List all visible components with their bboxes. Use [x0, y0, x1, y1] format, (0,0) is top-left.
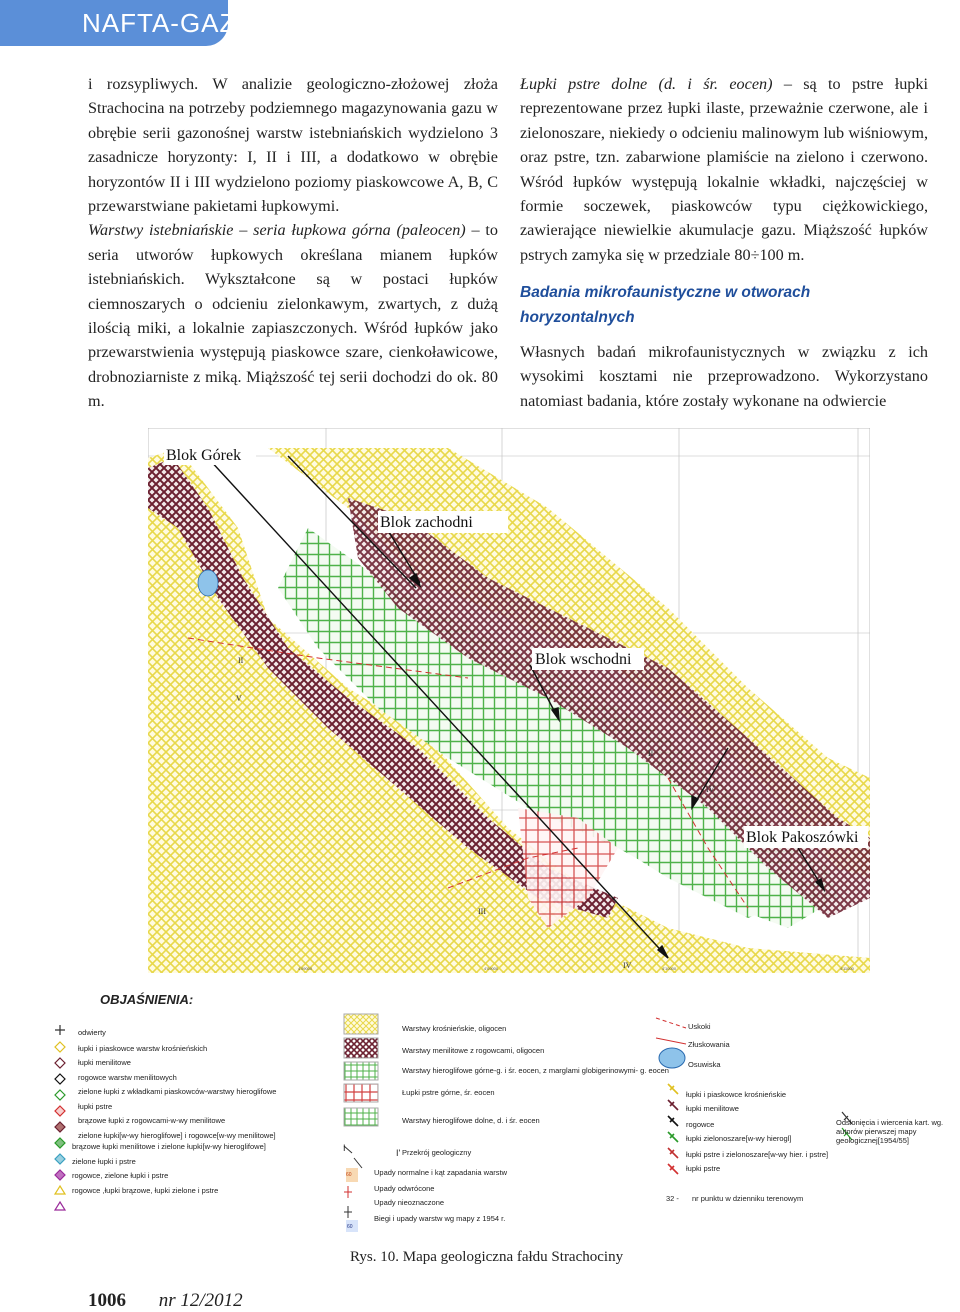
- section-heading: Badania mikrofaunistyczne w otworach horyzontalnych: [520, 284, 811, 326]
- legend-item: Warstwy hieroglifowe dolne, d. i śr. eocen: [402, 1116, 540, 1125]
- legend-item: Złuskowania: [688, 1040, 730, 1049]
- legend-item: rogowce, zielone łupki i pstre: [72, 1171, 169, 1180]
- legend-item: łupki pstre i zielonoszare[w-wy hier. i pstre]: [686, 1150, 829, 1159]
- right-column: [520, 72, 928, 413]
- issue-number: nr 12/2012: [158, 1290, 243, 1311]
- legend-item: rogowce: [686, 1120, 715, 1129]
- italic-term: Łupki pstre dolne (d. i śr. eocen): [520, 75, 773, 93]
- left-column: [88, 72, 498, 414]
- grid-coordinate: 4'09000: [484, 966, 499, 971]
- section-label: IV: [623, 961, 632, 970]
- legend-item: Upady odwrócone: [374, 1184, 435, 1193]
- map-svg: [148, 428, 870, 973]
- legend-item: Upady nieoznaczone: [374, 1198, 445, 1207]
- section-label: II: [648, 749, 654, 758]
- grid-coordinate: 4'09000: [298, 966, 313, 971]
- legend-item: Warstwy hieroglifowe górne-g. i śr. eocen, z marglami globigerinowymi- g. eocen: [402, 1066, 669, 1075]
- section-label: III: [478, 907, 486, 916]
- paragraph: Własnych badań mikrofaunistycznych w związku z ich wysokimi kosztami nie przeprowadzono. Wykorzystano natomiast badania, które zostały wykonane na odwiercie: [520, 343, 928, 410]
- legend-col1-symbols: [50, 1022, 80, 1234]
- section-label: V: [236, 694, 242, 703]
- legend-item: łupki menilitowe: [686, 1104, 739, 1113]
- legend-item: Biegi i upady warstw wg mapy z 1954 r.: [374, 1214, 506, 1223]
- legend-item: zielone łupki z wkładkami piaskowców-warstwy hieroglifowe: [78, 1087, 277, 1096]
- legend-item: łupki pstre: [686, 1164, 721, 1173]
- legend-item: łupki zielonoszare[w-wy hierogl]: [686, 1134, 792, 1143]
- legend-item: brązowe łupki menilitowe i zielone łupki[w-wy hieroglifowe]: [72, 1142, 266, 1151]
- legend-item: łupki pstre: [78, 1102, 113, 1111]
- legend-item: łupki menilitowe: [78, 1058, 131, 1067]
- section-label: IV: [706, 785, 715, 794]
- legend-item: rogowce warstw menilitowych: [78, 1073, 177, 1082]
- dip-value: 60: [347, 1224, 353, 1230]
- legend-item: Odsłonięcia i wiercenia kart. wg. autorów pierwszej mapy geologicznej[1954/55]: [836, 1118, 944, 1145]
- italic-term: Warstwy istebniańskie – seria łupkowa górna (paleocen): [88, 221, 466, 240]
- legend-item: Warstwy menilitowe z rogowcami, oligocen: [402, 1046, 545, 1055]
- grid-coordinate: 4'10000: [662, 966, 677, 971]
- section-label: II: [238, 656, 244, 665]
- legend-item: łupki i piaskowce krośnieńskie: [686, 1090, 787, 1099]
- map-legend: [40, 988, 944, 1230]
- legend-item: łupki i piaskowce warstw krośnieńskich: [78, 1044, 208, 1053]
- map-label-blok-pakoszowki: Blok Pakoszówki: [746, 829, 859, 846]
- section-label: I: [448, 809, 451, 818]
- paragraph: [520, 72, 928, 267]
- legend-item: rogowce ,łupki brązowe, łupki zielone i pstre: [72, 1186, 219, 1195]
- page-footer: [88, 1290, 243, 1312]
- legend-item: Przekrój geologiczny: [402, 1148, 472, 1157]
- legend-item: zielone łupki i pstre: [72, 1157, 136, 1166]
- map-label-blok-wschodni: Blok wschodni: [535, 651, 632, 668]
- legend-title: OBJAŚNIENIA:: [100, 992, 194, 1007]
- legend-item: Osuwiska: [688, 1060, 721, 1069]
- paragraph: [88, 218, 498, 413]
- section-mark: I: [343, 1143, 346, 1153]
- paragraph-text: – są to pstre łupki reprezentowane przez łupki ilaste, przeważnie czerwone, ale i zielonoszare, niekiedy o odcieniu malinowym lub wiśniowym, oraz pstre, tzn. zabarwione plamiście na zielono i czerwono. Wśród łupków występują lokalnie wkładki, najczęściej w formie soczewek, piaskowców typu ciężkowickiego, zawierające niewielkie akumulacje gazu. Miąższość łupków pstrych zamyka się w przedziale 80÷100 m.: [520, 75, 928, 264]
- figure-caption: Rys. 10. Mapa geologiczna fałdu Strachociny: [350, 1249, 624, 1265]
- page-number: 1006: [88, 1290, 126, 1311]
- legend-point-number: 32 -: [666, 1194, 679, 1203]
- paragraph: i rozsypliwych. W analizie geologiczno-złożowej złoża Strachocina na potrzeby podziemnego magazynowania gazu w obrębie serii gazonośnej warstw istebniańskich wydzielono 3 zasadnicze horyzonty: I, II i III, a dodatkowo w obrębie horyzontów II i III wydzielono poziomy piaskowcowe A, B, C przewarstwiane pakietami łupkowymi.: [88, 75, 498, 216]
- journal-title: NAFTA-GAZ: [82, 8, 237, 38]
- geological-map: [148, 428, 870, 973]
- legend-item: zielone łupki[w-wy hieroglifowe] i rogowce[w-wy menilitowe]: [78, 1131, 276, 1140]
- legend-item: brązowe łupki z rogowcami-w-wy menilitowe: [78, 1116, 226, 1125]
- legend-item: Warstwy krośnieńskie, oligocen: [402, 1024, 507, 1033]
- map-label-blok-zachodni: Blok zachodni: [380, 514, 473, 531]
- paragraph-text: – to seria utworów łupkowych określana mianem łupków istebniańskich. Wykształcone są w postaci łupków ciemnoszarych o odcieniu zielonkawym, zwartych, z dużą ilością miki, a lokalnie zapiaszczonych. Wśród łupków jako przewarstwienia występują piaskowce szare, cienkoławicowe, drobnoziarniste z miką. Miąższość tej serii dochodzi do ok. 80 m.: [88, 221, 498, 411]
- grid-coordinate: 4'11000: [840, 966, 854, 971]
- legend-item: odwierty: [78, 1028, 106, 1037]
- legend-item: Upady normalne i kąt zapadania warstw: [374, 1168, 507, 1177]
- dip-value: 60: [346, 1172, 352, 1178]
- legend-item: Łupki pstre górne, śr. eocen: [402, 1088, 495, 1097]
- legend-item: Uskoki: [688, 1022, 711, 1031]
- legend-item: nr punktu w dzienniku terenowym: [692, 1194, 804, 1203]
- section-mark: I': [396, 1148, 401, 1158]
- map-label-blok-gorek: Blok Górek: [166, 447, 242, 464]
